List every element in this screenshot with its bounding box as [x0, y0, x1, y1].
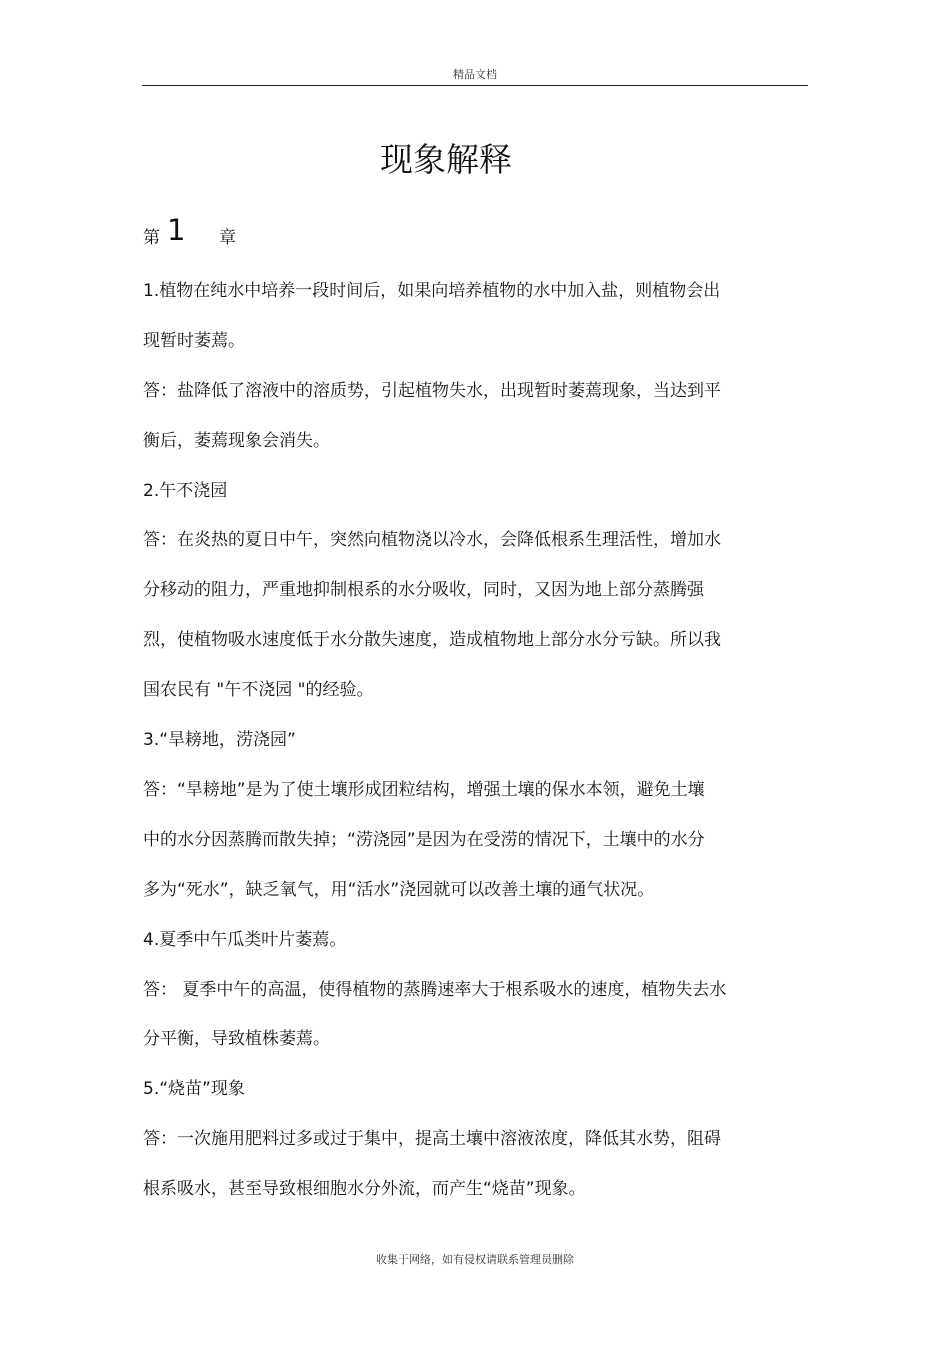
text-line: 1.植物在纯水中培养一段时间后，如果向培养植物的水中加入盐，则植物会出	[143, 281, 721, 301]
header-divider	[142, 85, 808, 86]
text-line: 3.“旱耪地，涝浇园”	[143, 730, 296, 750]
text-line: 分移动的阻力，严重地抑制根系的水分吸收，同时，又因为地上部分蒸腾强	[143, 580, 704, 600]
text-line: 答：盐降低了溶液中的溶质势，引起植物失水，出现暂时萎蔫现象，当达到平	[143, 381, 721, 401]
document-title: 现象解释	[380, 140, 512, 179]
text-line: 2.午不浇园	[143, 481, 228, 501]
text-line: 答： 夏季中午的高温，使得植物的蒸腾速率大于根系吸水的速度，植物失去水	[143, 980, 727, 1000]
text-line: 根系吸水，甚至导致根细胞水分外流，而产生“烧苗”现象。	[143, 1179, 586, 1199]
text-line: 中的水分因蒸腾而散失掉；“涝浇园”是因为在受涝的情况下，土壤中的水分	[143, 830, 705, 850]
text-line: 答：一次施用肥料过多或过于集中，提高土壤中溶液浓度，降低其水势，阻碍	[143, 1129, 721, 1149]
page-header: 精品文档	[453, 68, 497, 81]
text-line: 答：“旱耪地”是为了使土壤形成团粒结构，增强土壤的保水本领，避免土壤	[143, 780, 705, 800]
chapter-number: 1	[167, 213, 186, 247]
text-line: 国农民有 "午不浇园 "的经验。	[143, 680, 374, 700]
page-footer: 收集于网络，如有侵权请联系管理员删除	[376, 1253, 574, 1266]
text-line: 4.夏季中午瓜类叶片萎蔫。	[143, 930, 347, 950]
text-line: 5.“烧苗”现象	[143, 1079, 245, 1099]
chapter-prefix: 第	[143, 228, 160, 248]
text-line: 多为“死水”，缺乏氧气，用“活水”浇园就可以改善土壤的通气状况。	[143, 880, 655, 900]
text-line: 现暂时萎蔫。	[143, 331, 245, 351]
text-line: 分平衡，导致植株萎蔫。	[143, 1029, 330, 1049]
chapter-suffix: 章	[219, 228, 236, 248]
text-line: 答：在炎热的夏日中午，突然向植物浇以冷水，会降低根系生理活性，增加水	[143, 530, 721, 550]
text-line: 烈，使植物吸水速度低于水分散失速度，造成植物地上部分水分亏缺。所以我	[143, 630, 721, 650]
text-line: 衡后，萎蔫现象会消失。	[143, 431, 330, 451]
